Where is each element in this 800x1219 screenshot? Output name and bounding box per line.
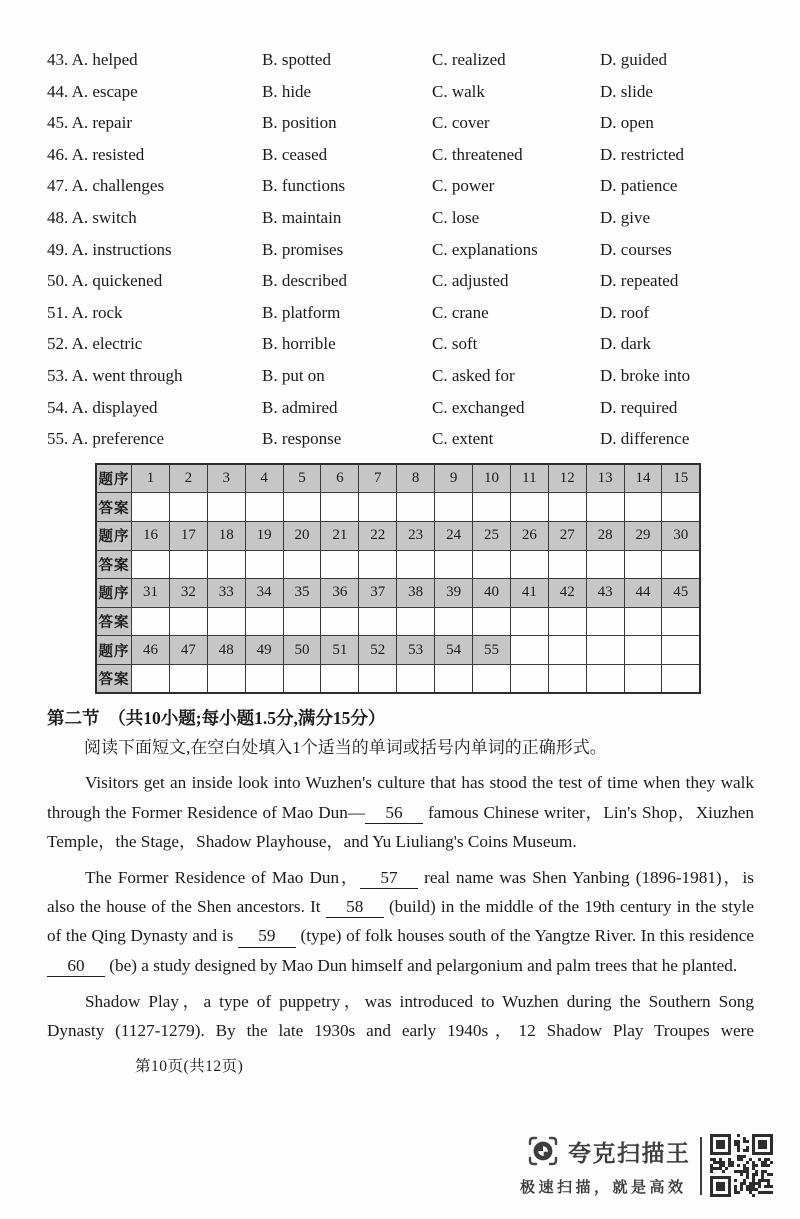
answer-cell <box>586 607 624 636</box>
option-c: C. soft <box>432 334 478 354</box>
answer-label: 答案 <box>96 550 132 579</box>
answer-cell <box>283 493 321 522</box>
question-number-cell: 18 <box>207 521 245 550</box>
option-b: B. ceased <box>262 144 328 164</box>
question-row <box>47 76 754 108</box>
question-number-cell: 12 <box>548 464 586 493</box>
question-row <box>47 44 754 76</box>
answer-cell <box>169 607 207 636</box>
option-a-cell <box>47 297 262 329</box>
filler-cell <box>548 636 586 665</box>
filler-cell <box>510 636 548 665</box>
question-number-cell: 44 <box>624 579 662 608</box>
option-a-cell <box>47 328 262 360</box>
option-a-cell <box>47 76 262 108</box>
option-d: D. guided <box>600 50 668 69</box>
question-number-cell: 43 <box>586 579 624 608</box>
question-number: 48. <box>47 207 69 227</box>
answer-cell <box>169 550 207 579</box>
question-number-cell: 34 <box>245 579 283 608</box>
question-number-cell: 23 <box>397 521 435 550</box>
quark-scanner-logo-icon <box>527 1135 559 1167</box>
option-c: C. extent <box>432 429 494 449</box>
answer-cell <box>321 493 359 522</box>
option-a-cell <box>47 392 262 424</box>
answer-cell <box>283 607 321 636</box>
question-number-cell: 53 <box>397 636 435 665</box>
answer-cell <box>397 664 435 693</box>
answer-cell <box>359 493 397 522</box>
question-row <box>47 139 754 171</box>
option-a: A. went through <box>71 365 183 385</box>
option-a: A. rock <box>71 302 123 322</box>
option-b: B. response <box>262 429 342 449</box>
option-c: C. explanations <box>432 239 538 259</box>
question-number: 46. <box>47 144 69 164</box>
option-a-cell <box>47 107 262 139</box>
option-c: C. realized <box>432 50 506 69</box>
question-number-cell: 50 <box>283 636 321 665</box>
option-a: A. helped <box>71 50 138 69</box>
question-number-cell: 35 <box>283 579 321 608</box>
answer-sheet-body <box>96 464 700 694</box>
answer-cell <box>624 550 662 579</box>
section-instruction: 阅读下面短文,在空白处填入1个适当的单词或括号内单词的正确形式。 <box>84 738 607 758</box>
option-b: B. platform <box>262 302 341 322</box>
question-row <box>47 423 754 455</box>
watermark-divider <box>700 1137 703 1195</box>
question-row <box>47 265 754 297</box>
answer-cell <box>397 607 435 636</box>
question-row <box>47 328 754 360</box>
question-number-cell: 5 <box>283 464 321 493</box>
option-a-cell <box>47 44 262 76</box>
answer-cell <box>662 493 700 522</box>
answer-cell <box>624 607 662 636</box>
answer-cell <box>548 664 586 693</box>
answer-cell <box>510 664 548 693</box>
answer-cell <box>207 493 245 522</box>
answer-cell <box>624 493 662 522</box>
question-number-cell: 2 <box>169 464 207 493</box>
option-c: C. power <box>432 176 495 196</box>
sheet-question-number-row <box>96 579 700 608</box>
option-a: A. repair <box>71 113 132 133</box>
question-options-block <box>47 44 754 455</box>
question-number-cell: 55 <box>473 636 511 665</box>
option-c: C. exchanged <box>432 397 525 417</box>
answer-cell <box>586 493 624 522</box>
answer-cell <box>548 550 586 579</box>
answer-cell <box>207 664 245 693</box>
option-b: B. promises <box>262 239 344 259</box>
answer-cell <box>283 664 321 693</box>
option-a: A. instructions <box>71 239 172 259</box>
option-a-cell <box>47 265 262 297</box>
answer-cell <box>473 493 511 522</box>
answer-cell <box>397 493 435 522</box>
question-number-cell: 29 <box>624 521 662 550</box>
question-number-cell: 54 <box>435 636 473 665</box>
answer-cell <box>435 550 473 579</box>
answer-cell <box>548 607 586 636</box>
option-a: A. escape <box>71 81 138 101</box>
question-number-cell: 51 <box>321 636 359 665</box>
option-d: D. slide <box>600 81 653 101</box>
option-d: D. repeated <box>600 271 679 291</box>
option-a: A. resisted <box>71 144 145 164</box>
question-number-cell: 22 <box>359 521 397 550</box>
question-row <box>47 170 754 202</box>
option-d: D. difference <box>600 429 690 449</box>
option-c: C. crane <box>432 302 489 322</box>
question-number: 54. <box>47 397 69 417</box>
option-c: C. cover <box>432 113 490 133</box>
option-b: B. admired <box>262 397 338 417</box>
question-number-cell: 3 <box>207 464 245 493</box>
question-number-cell: 15 <box>662 464 700 493</box>
question-number-cell: 17 <box>169 521 207 550</box>
answer-cell <box>359 607 397 636</box>
answer-cell <box>132 607 170 636</box>
answer-sheet-table <box>95 463 701 695</box>
question-number-cell: 8 <box>397 464 435 493</box>
question-number-cell: 39 <box>435 579 473 608</box>
watermark-text-block <box>520 1135 691 1197</box>
blank-59: 59 <box>238 927 296 947</box>
answer-cell <box>435 664 473 693</box>
option-b: B. described <box>262 271 347 291</box>
question-number-cell: 41 <box>510 579 548 608</box>
answer-label: 答案 <box>96 493 132 522</box>
question-number: 44. <box>47 81 69 101</box>
blank-57: 57 <box>360 869 418 889</box>
question-number: 50. <box>47 271 69 291</box>
sheet-question-number-row <box>96 636 700 665</box>
sheet-answer-row <box>96 607 700 636</box>
option-d: D. required <box>600 397 678 417</box>
answer-cell <box>132 493 170 522</box>
question-row <box>47 297 754 329</box>
filler-cell <box>586 636 624 665</box>
answer-cell <box>245 664 283 693</box>
option-d: D. give <box>600 207 651 227</box>
option-b: B. horrible <box>262 334 336 354</box>
question-number-cell: 52 <box>359 636 397 665</box>
watermark-brand: 夸克扫描王 <box>568 1139 691 1166</box>
answer-cell <box>359 664 397 693</box>
question-number-cell: 25 <box>473 521 511 550</box>
answer-cell <box>245 607 283 636</box>
answer-cell <box>473 664 511 693</box>
question-number: 53. <box>47 365 69 385</box>
answer-cell <box>586 664 624 693</box>
question-number-cell: 21 <box>321 521 359 550</box>
question-order-label: 题序 <box>96 579 132 608</box>
question-row <box>47 202 754 234</box>
answer-cell <box>662 550 700 579</box>
answer-cell <box>435 607 473 636</box>
answer-cell <box>662 664 700 693</box>
question-number-cell: 47 <box>169 636 207 665</box>
option-d: D. patience <box>600 176 678 196</box>
filler-cell <box>662 636 700 665</box>
question-number-cell: 14 <box>624 464 662 493</box>
option-a-cell <box>47 170 262 202</box>
filler-cell <box>624 636 662 665</box>
answer-cell <box>207 550 245 579</box>
answer-cell <box>321 550 359 579</box>
answer-cell <box>510 607 548 636</box>
question-number-cell: 33 <box>207 579 245 608</box>
scanner-watermark <box>520 1134 773 1197</box>
sheet-answer-row <box>96 550 700 579</box>
option-a-cell <box>47 234 262 266</box>
question-number: 52. <box>47 334 69 354</box>
option-b: B. spotted <box>262 50 331 69</box>
option-b: B. position <box>262 113 337 133</box>
option-a-cell <box>47 202 262 234</box>
option-d: D. broke into <box>600 365 691 385</box>
option-b: B. functions <box>262 176 346 196</box>
answer-cell <box>245 550 283 579</box>
option-c: C. adjusted <box>432 271 509 291</box>
question-number-cell: 28 <box>586 521 624 550</box>
answer-cell <box>169 664 207 693</box>
answer-cell <box>359 550 397 579</box>
question-number-cell: 11 <box>510 464 548 493</box>
option-c: C. walk <box>432 81 485 101</box>
question-number-cell: 26 <box>510 521 548 550</box>
option-a-cell <box>47 139 262 171</box>
answer-cell <box>132 664 170 693</box>
option-a: A. electric <box>71 334 143 354</box>
option-d: D. roof <box>600 302 650 322</box>
question-row <box>47 392 754 424</box>
answer-cell <box>245 493 283 522</box>
answer-cell <box>169 493 207 522</box>
answer-cell <box>510 550 548 579</box>
option-a: A. displayed <box>71 397 158 417</box>
question-row <box>47 107 754 139</box>
question-number-cell: 24 <box>435 521 473 550</box>
question-number: 43. <box>47 50 69 69</box>
section-heading: 第二节 （共10小题;每小题1.5分,满分15分） <box>47 708 386 729</box>
passage-paragraph-1: Visitors get an inside look into Wuzhen's culture that has stood the test of time when they walk through the Former Residence of Mao Dun— 56 famous Chinese writer，Lin's Shop，Xiuzhen Temple，the Stage，Shadow Playhouse，and Yu Liuliang's Coins Museum. <box>47 773 754 851</box>
option-d: D. dark <box>600 334 651 354</box>
answer-cell <box>473 550 511 579</box>
page-footer: 第10页(共12页) <box>135 1058 244 1076</box>
option-a: A. quickened <box>71 271 163 291</box>
blank-60: 60 <box>47 957 105 977</box>
answer-cell <box>132 550 170 579</box>
question-number-cell: 9 <box>435 464 473 493</box>
sheet-question-number-row <box>96 521 700 550</box>
question-row <box>47 234 754 266</box>
question-order-label: 题序 <box>96 521 132 550</box>
question-number: 51. <box>47 302 69 322</box>
option-c: C. asked for <box>432 365 515 385</box>
option-a: A. preference <box>71 429 165 449</box>
question-number-cell: 40 <box>473 579 511 608</box>
answer-cell <box>283 550 321 579</box>
answer-cell <box>586 550 624 579</box>
answer-cell <box>624 664 662 693</box>
option-d: D. courses <box>600 239 672 259</box>
option-b: B. maintain <box>262 207 342 227</box>
answer-cell <box>397 550 435 579</box>
passage-paragraph-3: Shadow Play，a type of puppetry，was introduced to Wuzhen during the Southern Song Dynasty (1127-1279). By the late 1930s and early 1940s，12 Shadow Play Troupes were <box>47 991 754 1041</box>
question-number-cell: 27 <box>548 521 586 550</box>
blank-58: 58 <box>326 898 384 918</box>
question-number-cell: 20 <box>283 521 321 550</box>
option-a: A. challenges <box>71 176 165 196</box>
question-number-cell: 10 <box>473 464 511 493</box>
option-a-cell <box>47 423 262 455</box>
question-number-cell: 4 <box>245 464 283 493</box>
question-number: 49. <box>47 239 69 259</box>
answer-cell <box>548 493 586 522</box>
question-number-cell: 36 <box>321 579 359 608</box>
answer-cell <box>662 607 700 636</box>
sheet-answer-row <box>96 493 700 522</box>
sheet-question-number-row <box>96 464 700 493</box>
option-a: A. switch <box>71 207 137 227</box>
question-number-cell: 32 <box>169 579 207 608</box>
answer-cell <box>435 493 473 522</box>
option-c: C. lose <box>432 207 480 227</box>
option-c: C. threatened <box>432 144 523 164</box>
question-number-cell: 30 <box>662 521 700 550</box>
question-number-cell: 13 <box>586 464 624 493</box>
option-d: D. restricted <box>600 144 685 164</box>
answer-cell <box>473 607 511 636</box>
question-row <box>47 360 754 392</box>
question-order-label: 题序 <box>96 636 132 665</box>
question-number-cell: 19 <box>245 521 283 550</box>
option-a-cell <box>47 360 262 392</box>
question-number-cell: 1 <box>132 464 170 493</box>
question-order-label: 题序 <box>96 464 132 493</box>
question-number-cell: 16 <box>132 521 170 550</box>
question-number-cell: 37 <box>359 579 397 608</box>
answer-label: 答案 <box>96 664 132 693</box>
question-number-cell: 49 <box>245 636 283 665</box>
option-b: B. hide <box>262 81 312 101</box>
blank-56: 56 <box>365 804 423 824</box>
option-b: B. put on <box>262 365 325 385</box>
question-number: 55. <box>47 429 69 449</box>
answer-cell <box>207 607 245 636</box>
question-number-cell: 42 <box>548 579 586 608</box>
answer-cell <box>321 664 359 693</box>
watermark-tagline: 极速扫描，就是高效 <box>520 1178 687 1196</box>
option-d: D. open <box>600 113 654 133</box>
question-number-cell: 46 <box>132 636 170 665</box>
answer-cell <box>510 493 548 522</box>
answer-label: 答案 <box>96 607 132 636</box>
sheet-answer-row <box>96 664 700 693</box>
answer-cell <box>321 607 359 636</box>
question-number: 47. <box>47 176 69 196</box>
question-number-cell: 45 <box>662 579 700 608</box>
question-number: 45. <box>47 113 69 133</box>
passage-paragraph-2: The Former Residence of Mao Dun， 57 real name was Shen Yanbing (1896-1981)，is also the house of the Shen ancestors. It 58 (build) in the middle of the 19th century in the style of the Qing Dynasty and is 59 (type) of folk houses south of the Yangtze River. In this residence 60 (be) a study designed by Mao Dun himself and pelargonium and palm trees that he planted. <box>47 863 754 980</box>
question-number-cell: 48 <box>207 636 245 665</box>
question-number-cell: 6 <box>321 464 359 493</box>
question-number-cell: 7 <box>359 464 397 493</box>
qr-code <box>710 1134 773 1197</box>
question-number-cell: 31 <box>132 579 170 608</box>
question-number-cell: 38 <box>397 579 435 608</box>
